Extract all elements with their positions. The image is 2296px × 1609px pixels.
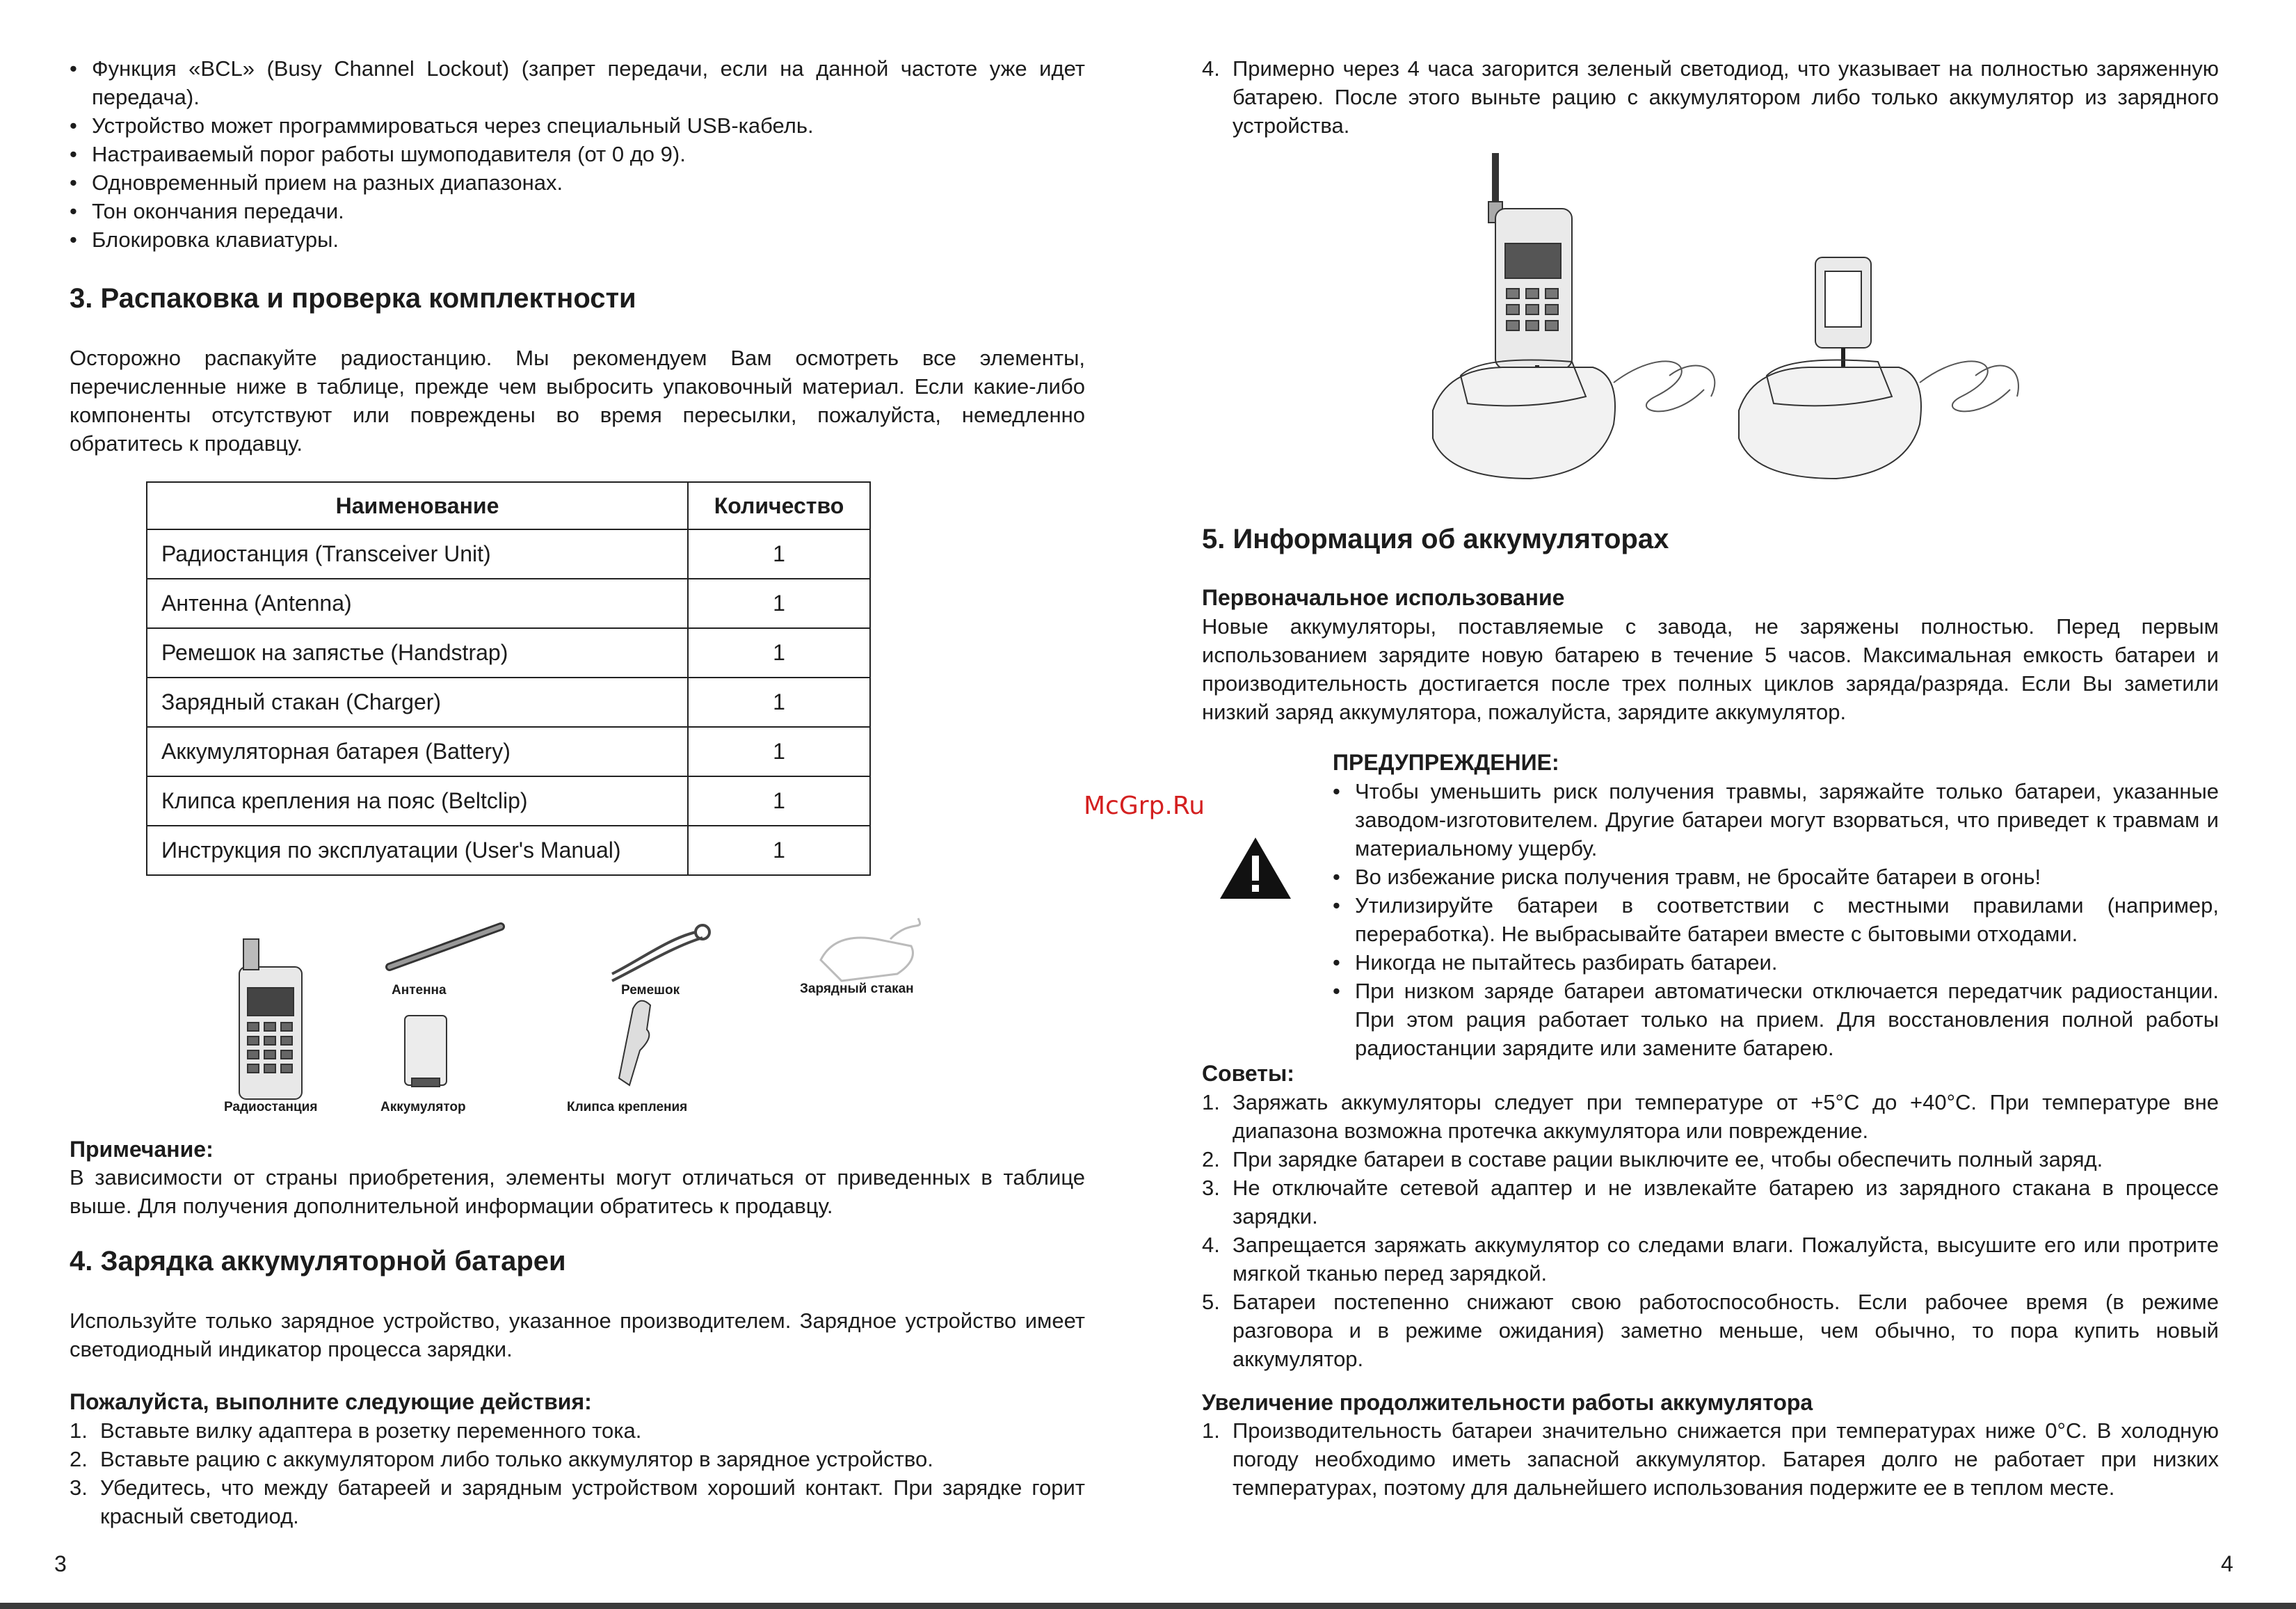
kit-table	[146, 481, 871, 876]
step-number: 2.	[70, 1447, 88, 1471]
watermark: McGrp.Ru	[1084, 792, 1205, 820]
caption-radio: Радиостанция	[224, 1100, 318, 1114]
extend-text: Производительность батареи значительно снижается при температурах ниже 0°С. В холодную погоду необходимо иметь запасной аккумулятор. Батарея долго не работает при низких температурах, поэтому для дальнейшего использования подержите ее в теплом месте.	[1233, 1418, 2219, 1500]
feature-item: • Устройство может программироваться через специальный USB-кабель.	[70, 111, 1085, 140]
item-qty: 1	[688, 826, 870, 875]
item-name: Радиостанция (Transceiver Unit)	[147, 529, 688, 579]
warning-item: • Во избежание риска получения травм, не бросайте батареи в огонь!	[1333, 863, 2219, 891]
item-name: Клипса крепления на пояс (Beltclip)	[147, 776, 688, 826]
item-name: Аккумуляторная батарея (Battery)	[147, 727, 688, 776]
strap-drawing	[612, 925, 709, 981]
table-row	[147, 678, 870, 727]
warning-icon	[1219, 836, 1292, 900]
bottom-border	[0, 1603, 2296, 1609]
initial-use-text: Новые аккумуляторы, поставляемые с завода, не заряжены полностью. Перед первым использованием зарядите новую батарею в течение 5 часов. Максимальная емкость батареи и производительность достигается после трех полных циклов заряда/разряда. Если Вы заметили низкий заряд аккумулятора, пожалуйста, зарядите аккумулятор.	[1202, 614, 2219, 724]
section4-title: 4. Зарядка аккумуляторной батареи	[70, 1246, 566, 1276]
feature-item: • Тон окончания передачи.	[70, 197, 1085, 225]
tip-text: Не отключайте сетевой адаптер и не извлекайте батарею из зарядного стакана в процессе зарядки.	[1233, 1176, 2219, 1228]
tip-text: Батареи постепенно снижают свою работоспособность. Если рабочее время (в режиме разговора и в режиме ожидания) заметно меньше, чем обычно, то пора купить новый аккумулятор.	[1233, 1290, 2219, 1371]
section4-intro: Используйте только зарядное устройство, указанное производителем. Зарядное устройство имеет светодиодный индикатор процесса зарядки.	[70, 1308, 1085, 1361]
step-text: Убедитесь, что между батареей и зарядным устройством хороший контакт. При зарядке горит красный светодиод.	[100, 1475, 1085, 1528]
table-row	[147, 826, 870, 875]
kit-illustration	[223, 911, 946, 1113]
tip-number: 5.	[1202, 1290, 1220, 1314]
step-number: 1.	[70, 1418, 88, 1443]
step-number: 4.	[1202, 56, 1220, 81]
page-number-left: 3	[54, 1551, 67, 1576]
step-text: Вставьте вилку адаптера в розетку переменного тока.	[100, 1418, 642, 1443]
item-name: Ремешок на запястье (Handstrap)	[147, 628, 688, 678]
warning-item: • Чтобы уменьшить риск получения травмы, заряжайте только батареи, указанные заводом-изготовителем. Другие батареи могут взорваться, что приведет к травмам и материальному ущербу.	[1333, 777, 2219, 863]
tip-number: 2.	[1202, 1147, 1220, 1171]
extend-number: 1.	[1202, 1418, 1220, 1443]
table-row	[147, 579, 870, 628]
page-number-right: 4	[2221, 1551, 2233, 1576]
item-name: Зарядный стакан (Charger)	[147, 678, 688, 727]
caption-clip: Клипса крепления	[567, 1100, 688, 1114]
tips-title: Советы:	[1202, 1061, 1294, 1086]
item-qty: 1	[688, 678, 870, 727]
charger-drawing	[821, 918, 920, 981]
table-row	[147, 776, 870, 826]
warning-item: • При низком заряде батареи автоматически отключается передатчик радиостанции. При этом рация работает только на прием. Для восстановления полной работы радиостанции зарядите или замените батарею.	[1333, 977, 2219, 1062]
step-text: Примерно через 4 часа загорится зеленый светодиод, что указывает на полностью заряженную батарею. После этого выньте рацию с аккумулятором либо только аккумулятор из зарядного устройства.	[1233, 56, 2219, 138]
item-qty: 1	[688, 529, 870, 579]
caption-charger: Зарядный стакан	[800, 982, 914, 996]
item-name: Инструкция по эксплуатации (User's Manual)	[147, 826, 688, 875]
step-text: Вставьте рацию с аккумулятором либо только аккумулятор в зарядное устройство.	[100, 1447, 933, 1471]
initial-use-title: Первоначальное использование	[1202, 585, 1565, 610]
caption-strap: Ремешок	[621, 983, 680, 998]
header-qty: Количество	[688, 482, 870, 529]
item-name: Антенна (Antenna)	[147, 579, 688, 628]
feature-item: • Блокировка клавиатуры.	[70, 225, 1085, 254]
item-qty: 1	[688, 628, 870, 678]
radio-drawing	[239, 939, 302, 1099]
section3-title: 3. Распаковка и проверка комплектности	[70, 283, 636, 314]
section3-intro: Осторожно распакуйте радиостанцию. Мы рекомендуем Вам осмотреть все элементы, перечисленные ниже в таблице, прежде чем выбросить упаковочный материал. Если какие-либо компоненты отсутствуют или повреждены во время пересылки, пожалуйста, немедленно обратитесь к продавцу.	[70, 346, 1085, 456]
feature-list	[70, 54, 1085, 254]
warning-title: ПРЕДУПРЕЖДЕНИЕ:	[1333, 750, 1559, 775]
clip-drawing	[619, 1001, 650, 1085]
note-title: Примечание:	[70, 1137, 214, 1162]
item-qty: 1	[688, 776, 870, 826]
feature-item: • Настраиваемый порог работы шумоподавителя (от 0 до 9).	[70, 140, 1085, 168]
caption-battery: Аккумулятор	[380, 1100, 466, 1114]
item-qty: 1	[688, 579, 870, 628]
tip-number: 3.	[1202, 1176, 1220, 1200]
step-number: 3.	[70, 1475, 88, 1500]
extend-title: Увеличение продолжительности работы аккумулятора	[1202, 1390, 1813, 1415]
warning-item: • Никогда не пытайтесь разбирать батареи.	[1333, 948, 2219, 977]
tip-number: 1.	[1202, 1090, 1220, 1114]
table-header-row	[147, 482, 870, 529]
battery-drawing	[405, 1016, 447, 1087]
charge-step-4	[1202, 54, 2219, 140]
feature-item: • Одновременный прием на разных диапазонах.	[70, 168, 1085, 197]
warning-item: • Утилизируйте батареи в соответствии с местными правилами (например, переработка). Не выбрасывайте батареи вместе с бытовыми отходами.	[1333, 891, 2219, 948]
caption-antenna: Антенна	[392, 983, 447, 998]
battery-in-charger-drawing	[1739, 257, 2018, 479]
steps-title: Пожалуйста, выполните следующие действия:	[70, 1389, 592, 1414]
table-row	[147, 529, 870, 579]
antenna-drawing	[390, 927, 501, 967]
section5-title: 5. Информация об аккумуляторах	[1202, 524, 1669, 554]
charging-illustration	[1419, 146, 2031, 501]
tip-text: При зарядке батареи в составе рации выключите ее, чтобы обеспечить полный заряд.	[1233, 1147, 2103, 1171]
list-item	[1202, 54, 2219, 140]
header-name: Наименование	[147, 482, 688, 529]
table-row	[147, 628, 870, 678]
item-qty: 1	[688, 727, 870, 776]
tip-text: Запрещается заряжать аккумулятор со следами влаги. Пожалуйста, высушите его или протрите мягкой тканью перед зарядкой.	[1233, 1233, 2219, 1286]
table-row	[147, 727, 870, 776]
tip-text: Заряжать аккумуляторы следует при температуре от +5°С до +40°С. При температуре вне диапазона возможна протечка аккумулятора или повреждение.	[1233, 1090, 2219, 1143]
feature-item: • Функция «BCL» (Busy Channel Lockout) (запрет передачи, если на данной частоте уже идет передача).	[70, 54, 1085, 111]
radio-in-charger-drawing	[1433, 153, 1715, 479]
note-text: В зависимости от страны приобретения, элементы могут отличаться от приведенных в таблице выше. Для получения дополнительной информации обратитесь к продавцу.	[70, 1165, 1085, 1218]
tip-number: 4.	[1202, 1233, 1220, 1257]
